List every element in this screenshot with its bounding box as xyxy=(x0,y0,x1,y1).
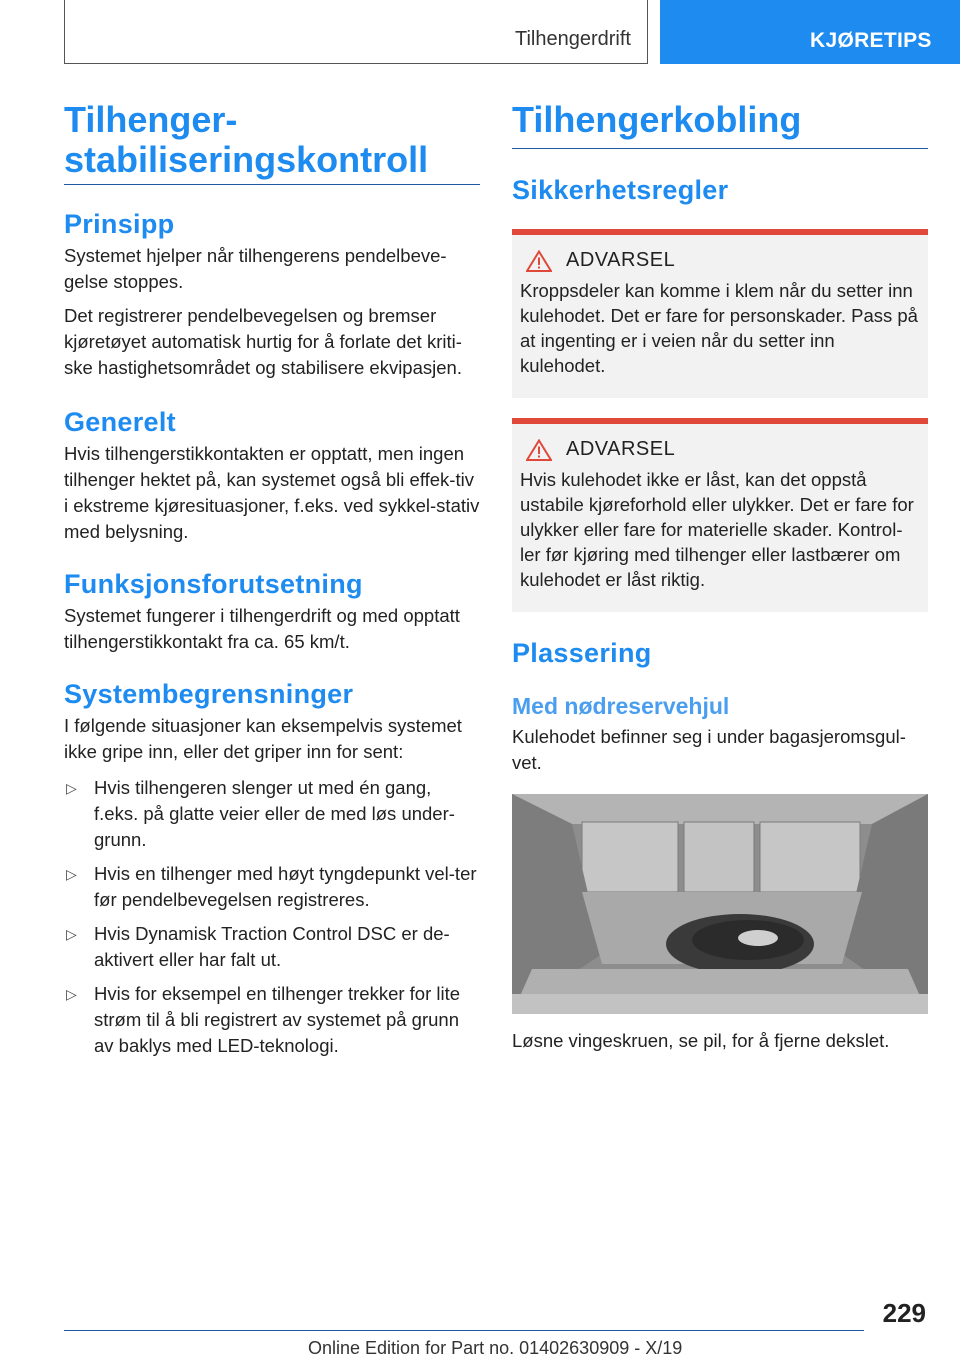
photo-caption: Løsne vingeskruen, se pil, for å fjerne dekslet. xyxy=(512,1030,890,1051)
header-section-title: Tilhengerdrift xyxy=(515,28,631,50)
heading-sikkerhetsregler: Sikkerhetsregler xyxy=(512,175,729,205)
warning-label: ADVARSEL xyxy=(566,438,676,460)
heading-systembegrensninger: Systembegrensninger xyxy=(64,679,354,709)
list-item: ▷ Hvis Dynamisk Traction Control DSC er de-aktivert eller har falt ut. xyxy=(66,923,450,970)
warning-text-1: Kroppsdeler kan komme i klem når du setter inn kulehodet. Det er fare for personskader. Pass på at ingenting er i veien når du setter inn kulehodet. xyxy=(520,280,918,376)
limitations-list xyxy=(64,775,480,1059)
triangle-bullet-icon: ▷ xyxy=(66,926,77,942)
list-item: ▷ Hvis for eksempel en tilhenger trekker for lite strøm til å bli registrert av systemet på grunn av baklys med LED-teknologi. xyxy=(66,983,461,1056)
warning-triangle-icon xyxy=(526,439,552,461)
trunk-illustration xyxy=(512,794,928,1014)
right-column xyxy=(512,100,928,1054)
list-item: ▷ Hvis en tilhenger med høyt tyngdepunkt vel-ter før pendelbevegelsen registreres. xyxy=(66,863,477,910)
warning-text-2: Hvis kulehodet ikke er låst, kan det oppstå ustabile kjøreforhold eller ulykker. Det er fare for ulykker eller fare for materielle skader. Kontrol-ler før kjøring med tilhenger eller lastbærer om kulehodet er låst riktig. xyxy=(520,469,914,590)
title-line-2: stabiliseringskontroll xyxy=(64,139,429,180)
header-box xyxy=(64,0,648,64)
paragraph-prinsipp-1: Systemet hjelper når tilhengerens pendelbeve-gelse stoppes. xyxy=(64,245,447,292)
warning-header xyxy=(520,438,920,461)
triangle-bullet-icon: ▷ xyxy=(66,986,77,1002)
triangle-bullet-icon: ▷ xyxy=(66,780,77,796)
section-title-trailer-stability xyxy=(64,100,480,185)
header-chapter-tab: KJØRETIPS xyxy=(660,0,960,64)
footer-edition-text: Online Edition for Part no. 01402630909 - X/19 xyxy=(308,1338,683,1358)
warning-label: ADVARSEL xyxy=(566,249,676,271)
triangle-bullet-icon: ▷ xyxy=(66,866,77,882)
paragraph-generelt: Hvis tilhengerstikkontakten er opptatt, men ingen tilhenger hektet på, kan systemet også bli effek-tiv i ekstreme kjøresituasjoner, f.eks. ved sykkel-stativ med belysning. xyxy=(64,443,480,542)
heading-plassering: Plassering xyxy=(512,638,652,668)
warning-box-1 xyxy=(512,229,928,398)
trunk-spare-wheel-photo xyxy=(512,794,928,1014)
warning-triangle-icon xyxy=(526,250,552,272)
footer-divider xyxy=(64,1330,864,1331)
title-line-1: Tilhenger- xyxy=(64,99,238,140)
heading-med-nodreservehjul: Med nødreservehjul xyxy=(512,693,730,719)
heading-generelt: Generelt xyxy=(64,407,176,437)
heading-funksjonsforutsetning: Funksjonsforutsetning xyxy=(64,569,363,599)
paragraph-systembegrensninger: I følgende situasjoner kan eksempelvis systemet ikke gripe inn, eller det griper inn for sent: xyxy=(64,715,462,762)
warning-header xyxy=(520,249,920,272)
page-number: 229 xyxy=(882,1298,926,1328)
heading-prinsipp: Prinsipp xyxy=(64,209,175,239)
section-title-trailer-hitch: Tilhengerkobling xyxy=(512,100,928,149)
paragraph-prinsipp-2: Det registrerer pendelbevegelsen og bremser kjøretøyet automatisk hurtig for å forlate det kriti-ske hastighetsområdet og stabilisere ekvipasjen. xyxy=(64,305,462,378)
paragraph-funksjonsforutsetning: Systemet fungerer i tilhengerdrift og med opptatt tilhengerstikkontakt fra ca. 65 km/t. xyxy=(64,605,460,652)
list-item: ▷ Hvis tilhengeren slenger ut med én gang, f.eks. på glatte veier eller de med løs under-grunn. xyxy=(66,777,455,850)
paragraph-plassering: Kulehodet befinner seg i under bagasjeromsgul-vet. xyxy=(512,726,906,773)
warning-box-2 xyxy=(512,418,928,612)
left-column xyxy=(64,100,480,1067)
